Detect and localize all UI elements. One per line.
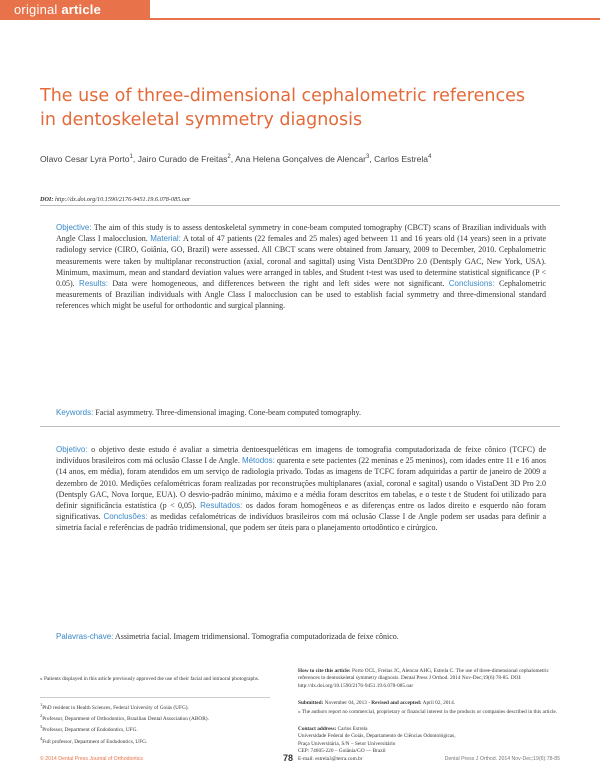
divider [40,205,560,206]
doi-link[interactable]: http://dx.doi.org/10.1590/2176-9451.19.6.078-085.oar [54,196,191,203]
affiliation: $^1$PhD resident in Health Sciences, Federal University of Goiás (UFG). [40,702,189,711]
author-name: Jairo Curado de Freitas [137,154,228,164]
disclosure-note: » The authors report no commercial, proprietary or financial interest in the products or companies described in this article. [298,709,558,715]
author-name: Olavo Cesar Lyra Porto [40,154,130,164]
section-label: original article [14,2,102,17]
submission-dates: Submitted: November 04, 2013 - Revised and accepted: April 02, 2014. [298,700,456,706]
doi-line: DOI: http://dx.doi.org/10.1590/2176-9451.19.6.078-085.oar [40,196,191,203]
copyright: © 2014 Dental Press Journal of Orthodontics [40,756,144,762]
affiliation: $^2$Professor, Department of Orthodontics, Brazilian Dental Association (ABOR). [40,713,209,722]
divider [40,697,270,698]
divider [40,426,560,427]
consent-note: » Patients displayed in this article previously approved the use of their facial and intraoral photographs. [40,676,260,682]
page-number: 78 [283,753,294,763]
author-list: Olavo Cesar Lyra Porto$^1$, Jairo Curado de Freitas$^2$, Ana Helena Gonçalves de Alencar$^3$, Carlos Estrela$^4$ [40,154,432,164]
section-header [0,0,600,44]
affiliation-list [40,701,270,746]
page-footer [0,752,600,766]
affiliation: $^4$Full professor, Department of Endodontics, UFG. [40,735,148,745]
contact-address: Contact address: Carlos Estrela Universidade Federal de Goiás, Departamento de Ciências Odontológicas, Praça Universitária, S/N – Setor Universitário CEP: 74605-220 – Goiânia/GO — Brazil E-mail: estrela3@terra.com.br [298,726,560,763]
keywords-portuguese: Palavras-chave: Assimetria facial. Imagem tridimensional. Tomografia computadorizada de feixe cônico. [56,632,399,641]
citation-note: How to cite this article: Porto OCL, Freitas JC, Alencar AHG, Estrela C. The use of three-dimensional cephalometric references in dentoskeletal symmetry diagnosis. Dental Press J Orthod. 2014 Nov-Dec;19(6):78-85. DOI: http://dx.doi.org/10.1590/2176-9451.19.6.078-085.oar [298,668,550,689]
affiliation: $^3$Professor, Department of Endodontics, UFG. [40,724,138,734]
abstract-portuguese: Objetivo: o objetivo deste estudo é avaliar a simetria dentoesqueléticas em imagens de tomografia computadorizada de feixe cônico (TCFC) de indivíduos brasileiros com má oclusão Classe I de Angle. Métodos: quarenta e sete pacientes (22 meninas e 25 meninos), com idades entre 11 e 16 anos (14 anos, em média), foram atendidos em um serviço de radiologia privado. Todas as imagens de TCFC foram adquiridas a partir de janeiro de 2009 a dezembro de 2010. Medições cefalométricas foram realizadas por reconstruções multiplanares (axial, coronal e sagital) usando o VistaDent 3D Pro 2.0 (Dentsply GAC, Nova Iorque, EUA). O desvio-padrão mínimo, máximo e a média foram descritos em tabelas, e o teste t de Student foi utilizado para definir significância estatística (p < 0,05). Resultados: os dados foram homogêneos e as diferenças entre os lados direito e esquerdo não foram significativas. Conclusões: as medidas cefalométricas de indivíduos brasileiros com má oclusão Classe I de Angle podem ser usadas para definir a simetria facial e referências de padrão tridimensional, que podem ser úteis para o planejamento ortodôntico e cirúrgico. [56,445,547,533]
journal-citation: Dental Press J Orthod. 2014 Nov-Dec;19(6):78-85 [444,756,560,762]
abstract-english: Objective: The aim of this study is to assess dentoskeletal symmetry in cone-beam computed tomography (CBCT) scans of Brazilian individuals with Angle Class I malocclusion. Material: A total of 47 patients (22 females and 25 males) aged between 11 and 16 years old (14 years) seen in a private radiology service (CIRO, Goiânia, GO, Brazil) were assessed. All CBCT scans were obtained from January, 2009 to December, 2010. Cephalometric measurements were taken by multiplanar reconstruction (axial, coronal and sagittal) using Vista Dent3DPro 2.0 (Dentsply GAC, New York, USA). Minimum, maximum, mean and standard deviation values were arranged in tables, and Student t-test was used to determine statistical significance (P < 0.05). Results: Data were homogeneous, and differences between the right and left sides were not significant. Conclusions: Cephalometric measurements of Brazilian individuals with Angle Class I malocclusion can be used to establish facial symmetry and three-dimensional standard references which might be useful for orthodontic and surgical planning. [56,223,547,311]
contact-email[interactable]: E-mail: estrela3@terra.com.br [298,755,363,762]
keywords-english: Keywords: Facial asymmetry. Three-dimensional imaging. Cone-beam computed tomography. [56,408,361,417]
author-name: Ana Helena Gonçalves de Alencar [235,154,366,164]
author-name: Carlos Estrela [374,154,429,164]
article-title: The use of three-dimensional cephalometric references in dentoskeletal symmetry diagnosis [40,86,525,130]
